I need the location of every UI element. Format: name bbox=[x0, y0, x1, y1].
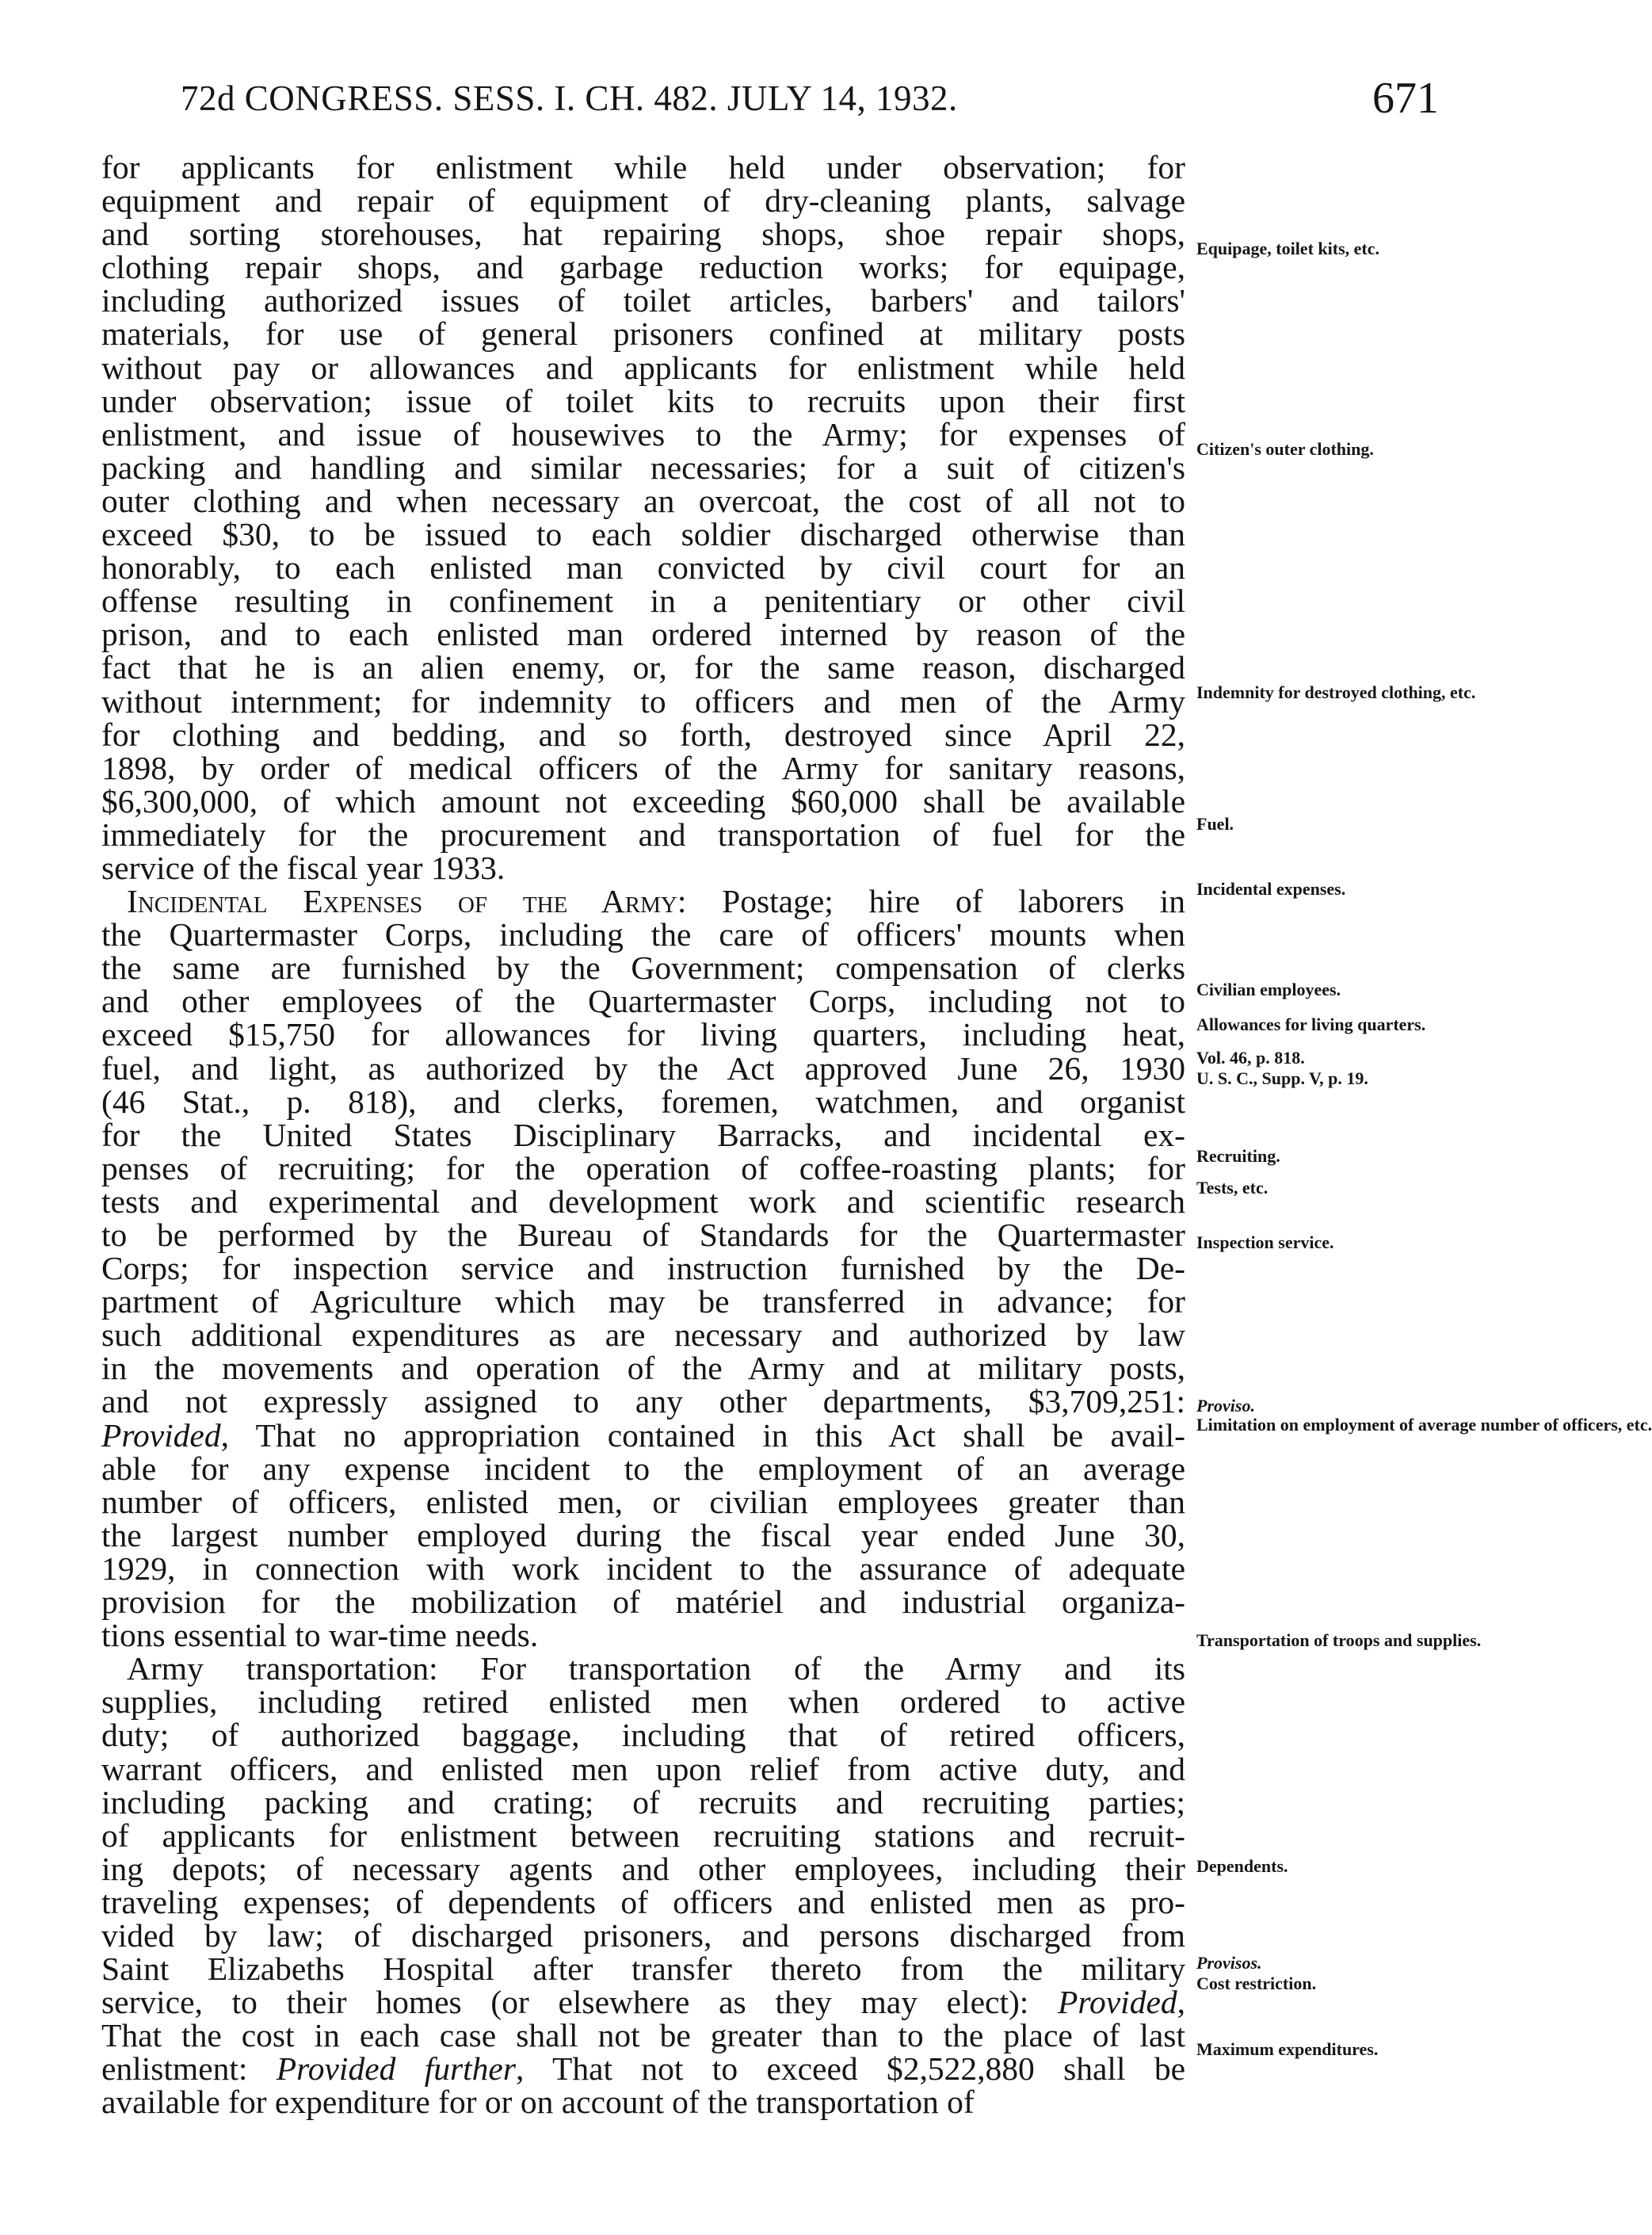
text-line: materials, for use of general prisoners confined at military posts bbox=[101, 315, 1185, 353]
margin-note-dependents: Dependents. bbox=[1196, 1856, 1288, 1876]
text-line: partment of Agriculture which may be transferred in advance; for bbox=[101, 1283, 1185, 1320]
text-span: enlistment: bbox=[101, 2050, 277, 2088]
text-line: warrant officers, and enlisted men upon relief from active duty, and bbox=[101, 1750, 1185, 1787]
margin-note-incidental: Incidental expenses. bbox=[1196, 879, 1346, 899]
text-line: penses of recruiting; for the operation of coffee-roasting plants; for bbox=[101, 1149, 1185, 1186]
text-line: number of officers, enlisted men, or civilian employees greater than bbox=[101, 1483, 1185, 1520]
text-line: in the movements and operation of the Army and at military posts, bbox=[101, 1350, 1185, 1387]
margin-note-maximum: Maximum expenditures. bbox=[1196, 2039, 1379, 2059]
text-line: provision for the mobilization of matériel and industrial organiza- bbox=[101, 1584, 1185, 1621]
text-line: available for expenditure for or on account of the transportation of bbox=[101, 2084, 975, 2121]
text-line: including authorized issues of toilet articles, barbers' and tailors' bbox=[101, 282, 1185, 319]
text-line: tions essential to war-time needs. bbox=[101, 1617, 539, 1654]
text-line: traveling expenses; of dependents of officers and enlisted men as pro- bbox=[101, 1883, 1185, 1920]
text-line: and sorting storehouses, hat repairing shops, shoe repair shops, bbox=[101, 216, 1185, 253]
text-span: , That not to exceed $2,522,880 shall be bbox=[516, 2050, 1186, 2088]
text-line: and other employees of the Quartermaster Corps, including not to bbox=[101, 983, 1185, 1020]
text-line: fuel, and light, as authorized by the Act approved June 26, 1930 bbox=[101, 1049, 1185, 1087]
text-line: prison, and to each enlisted man ordered interned by reason of the bbox=[101, 616, 1185, 653]
provided-word: Provided bbox=[1058, 1984, 1177, 2021]
paragraph-incidental-start bbox=[101, 884, 1185, 918]
text-line: for the United States Disciplinary Barracks, and incidental ex- bbox=[101, 1116, 1185, 1153]
text-line: the largest number employed during the fiscal year ended June 30, bbox=[101, 1516, 1185, 1553]
text-line: 1898, by order of medical officers of the Army for sanitary reasons, bbox=[101, 749, 1185, 786]
text-span: : Postage; hire of laborers in bbox=[677, 883, 1185, 920]
margin-note-usc-ref: U. S. C., Supp. V, p. 19. bbox=[1196, 1068, 1368, 1088]
text-span: , That no appropriation contained in this Act shall be avail- bbox=[220, 1416, 1185, 1454]
text-line: exceed $15,750 for allowances for living quarters, including heat, bbox=[101, 1016, 1185, 1053]
text-line: Saint Elizabeths Hospital after transfer thereto from the military bbox=[101, 1950, 1185, 1988]
text-line: fact that he is an alien enemy, or, for the same reason, discharged bbox=[101, 649, 1185, 686]
margin-note-indemnity: Indemnity for destroyed clothing, etc. bbox=[1196, 682, 1476, 702]
margin-note-citizens-clothing: Citizen's outer clothing. bbox=[1196, 439, 1374, 459]
margin-note-vol-ref: Vol. 46, p. 818. bbox=[1196, 1048, 1305, 1068]
margin-note-provisos bbox=[1196, 1954, 1434, 1973]
text-span: service, to their homes (or elsewhere as they may elect): bbox=[101, 1984, 1059, 2021]
margin-note-cost-restriction: Cost restriction. bbox=[1196, 1973, 1317, 1993]
text-line: the Quartermaster Corps, including the care of officers' mounts when bbox=[101, 916, 1185, 953]
margin-note-tests: Tests, etc. bbox=[1196, 1178, 1269, 1198]
text-line: Corps; for inspection service and instruction furnished by the De- bbox=[101, 1250, 1185, 1287]
text-line: packing and handling and similar necessaries; for a suit of citizen's bbox=[101, 449, 1185, 486]
text-line: including packing and crating; of recruits and recruiting parties; bbox=[101, 1783, 1185, 1820]
margin-note-fuel: Fuel. bbox=[1196, 814, 1234, 834]
text-line: equipment and repair of equipment of dry-cleaning plants, salvage bbox=[101, 182, 1185, 220]
text-line: the same are furnished by the Government; compensation of clerks bbox=[101, 949, 1185, 987]
text-line: able for any expense incident to the employment of an average bbox=[101, 1450, 1185, 1487]
text-line: without pay or allowances and applicants for enlistment while held bbox=[101, 349, 1185, 386]
text-line: exceed $30, to be issued to each soldier discharged otherwise than bbox=[101, 516, 1185, 553]
proviso-label: Proviso. bbox=[1196, 1396, 1255, 1416]
text-line: supplies, including retired enlisted men when ordered to active bbox=[101, 1683, 1185, 1721]
text-line: 1929, in connection with work incident to the assurance of adequate bbox=[101, 1549, 1185, 1587]
text-line: to be performed by the Bureau of Standards for the Quartermaster bbox=[101, 1217, 1185, 1253]
text-line: under observation; issue of toilet kits to recruits upon their first bbox=[101, 382, 1185, 419]
margin-note-proviso bbox=[1196, 1396, 1434, 1416]
margin-note-equipage: Equipage, toilet kits, etc. bbox=[1196, 239, 1379, 258]
running-head: 72d CONGRESS. SESS. I. CH. 482. JULY 14, 1932. bbox=[181, 78, 958, 118]
text-line: vided by law; of discharged prisoners, and persons discharged from bbox=[101, 1916, 1185, 1954]
text-span: , bbox=[1177, 1984, 1185, 2021]
text-line: $6,300,000, of which amount not exceeding $60,000 shall be available bbox=[101, 782, 1185, 820]
text-line: for clothing and bedding, and so forth, destroyed since April 22, bbox=[101, 716, 1185, 753]
text-line: such additional expenditures as are necessary and authorized by law bbox=[101, 1316, 1185, 1354]
text-line: That the cost in each case shall not be greater than to the place of last bbox=[101, 2017, 1185, 2054]
proviso-line bbox=[101, 1416, 1185, 1454]
text-line: and not expressly assigned to any other departments, $3,709,251: bbox=[101, 1383, 1185, 1420]
text-line: offense resulting in confinement in a penitentiary or other civil bbox=[101, 583, 1185, 620]
margin-note-limitation: Limitation on employment of average number of officers, etc. bbox=[1196, 1415, 1652, 1435]
text-line: Army transportation: For transportation of the Army and its bbox=[127, 1650, 1185, 1687]
text-line: immediately for the procurement and transportation of fuel for the bbox=[101, 816, 1185, 853]
text-line: service of the fiscal year 1933. bbox=[101, 849, 506, 886]
text-line: tests and experimental and development work and scientific research bbox=[101, 1182, 1185, 1220]
text-line: for applicants for enlistment while held under observation; for bbox=[101, 149, 1185, 185]
proviso-line bbox=[101, 1985, 1185, 2019]
provided-word: Provided bbox=[101, 1416, 221, 1454]
text-line: ing depots; of necessary agents and other employees, including their bbox=[101, 1850, 1185, 1887]
running-header bbox=[101, 73, 1439, 128]
margin-note-inspection: Inspection service. bbox=[1196, 1232, 1334, 1252]
text-line: enlistment, and issue of housewives to the Army; for expenses of bbox=[101, 415, 1185, 453]
margin-note-transportation: Transportation of troops and supplies. bbox=[1196, 1630, 1482, 1650]
text-line: outer clothing and when necessary an overcoat, the cost of all not to bbox=[101, 482, 1185, 519]
provisos-label: Provisos. bbox=[1196, 1953, 1262, 1973]
text-line: duty; of authorized baggage, including that of retired officers, bbox=[101, 1717, 1185, 1754]
page-number: 671 bbox=[1372, 74, 1439, 123]
provided-further: Provided further bbox=[276, 2050, 517, 2088]
proviso-line bbox=[101, 2050, 1186, 2088]
text-line: honorably, to each enlisted man convicted by civil court for an bbox=[101, 549, 1185, 586]
section-heading: Incidental Expenses of the Army bbox=[127, 883, 677, 920]
text-line: (46 Stat., p. 818), and clerks, foremen, watchmen, and organist bbox=[101, 1083, 1185, 1120]
text-line: clothing repair shops, and garbage reduction works; for equipage, bbox=[101, 249, 1185, 286]
margin-note-civilian: Civilian employees. bbox=[1196, 980, 1341, 999]
statute-text bbox=[101, 151, 1185, 2119]
text-line: without internment; for indemnity to officers and men of the Army bbox=[101, 682, 1185, 720]
text-line: of applicants for enlistment between recruiting stations and recruit- bbox=[101, 1817, 1185, 1854]
margin-note-recruiting: Recruiting. bbox=[1196, 1146, 1280, 1166]
margin-note-allowances: Allowances for living quarters. bbox=[1196, 1014, 1426, 1034]
